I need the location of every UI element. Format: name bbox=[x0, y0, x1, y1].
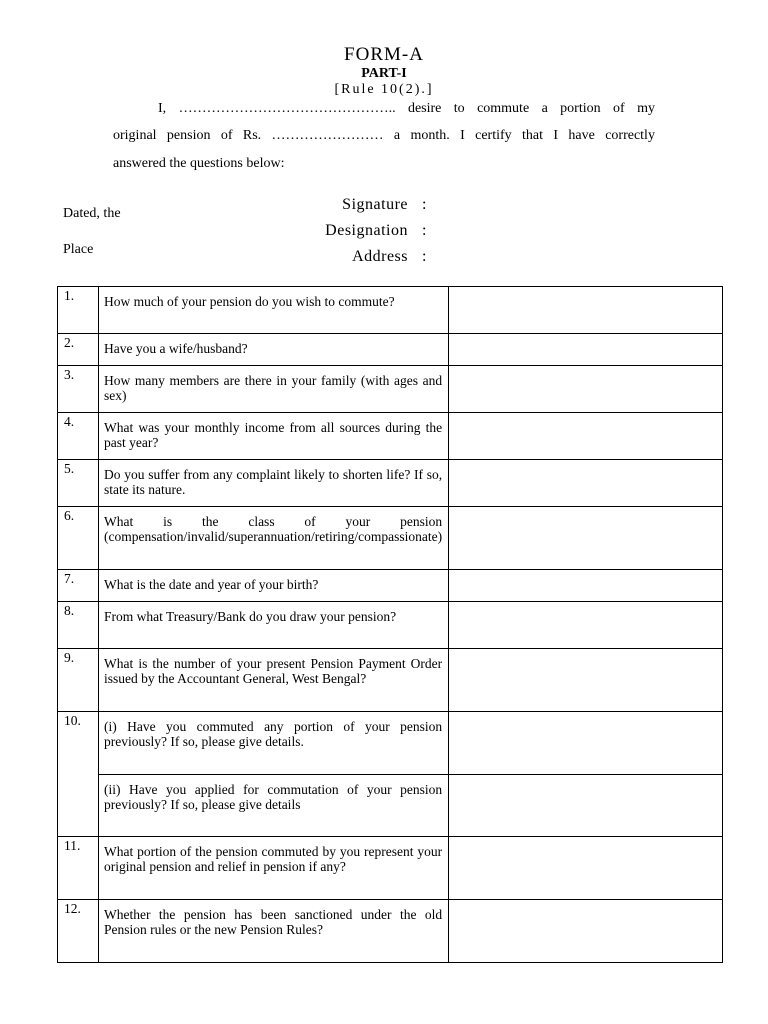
part-heading: PART-I bbox=[361, 66, 407, 81]
address-colon: : bbox=[422, 248, 427, 265]
answer-cell[interactable] bbox=[449, 837, 723, 900]
table-row bbox=[58, 649, 723, 712]
question-number: 12. bbox=[58, 900, 99, 963]
declaration-pronoun: I, bbox=[158, 101, 167, 116]
question-number: 11. bbox=[58, 837, 99, 900]
answer-cell[interactable] bbox=[449, 570, 723, 602]
table-row bbox=[58, 900, 723, 963]
question-text: What is the number of your present Pension Payment Order issued by the Accountant General, West Bengal? bbox=[99, 649, 449, 712]
table-row bbox=[58, 460, 723, 507]
answer-cell[interactable] bbox=[449, 712, 723, 775]
question-text: From what Treasury/Bank do you draw your pension? bbox=[99, 602, 449, 649]
question-text: What is the class of your pension (compensation/invalid/superannuation/retiring/compassionate) bbox=[99, 507, 449, 570]
place-label: Place bbox=[63, 242, 94, 257]
question-text: What portion of the pension commuted by you represent your original pension and relief in pension if any? bbox=[99, 837, 449, 900]
answer-cell[interactable] bbox=[449, 775, 723, 837]
question-text: What is the date and year of your birth? bbox=[99, 570, 449, 602]
table-row bbox=[58, 287, 723, 334]
question-number: 5. bbox=[58, 460, 99, 507]
table-row bbox=[58, 366, 723, 413]
declaration-line-1: I, ……………………………………….. desire to commute a portion of my bbox=[158, 101, 655, 116]
answer-cell[interactable] bbox=[449, 460, 723, 507]
table-row bbox=[58, 775, 723, 837]
table-row bbox=[58, 602, 723, 649]
answer-cell[interactable] bbox=[449, 287, 723, 334]
question-number: 1. bbox=[58, 287, 99, 334]
question-text: (i) Have you commuted any portion of your pension previously? If so, please give details. bbox=[99, 712, 449, 775]
question-number: 3. bbox=[58, 366, 99, 413]
table-row bbox=[58, 413, 723, 460]
table-row bbox=[58, 507, 723, 570]
answer-cell[interactable] bbox=[449, 413, 723, 460]
question-text: (ii) Have you applied for commutation of your pension previously? If so, please give details bbox=[99, 775, 449, 837]
question-text: How much of your pension do you wish to commute? bbox=[99, 287, 449, 334]
question-number: 4. bbox=[58, 413, 99, 460]
form-title: FORM-A bbox=[344, 44, 424, 65]
answer-cell[interactable] bbox=[449, 366, 723, 413]
designation-colon: : bbox=[422, 222, 427, 239]
declaration-line-3: answered the questions below: bbox=[113, 156, 285, 171]
question-text: How many members are there in your family (with ages and sex) bbox=[99, 366, 449, 413]
question-text: Have you a wife/husband? bbox=[99, 334, 449, 366]
answer-cell[interactable] bbox=[449, 334, 723, 366]
rule-reference: [Rule 10(2).] bbox=[334, 82, 434, 97]
question-text: Do you suffer from any complaint likely to shorten life? If so, state its nature. bbox=[99, 460, 449, 507]
answer-cell[interactable] bbox=[449, 900, 723, 963]
question-number: 9. bbox=[58, 649, 99, 712]
question-number: 10. bbox=[58, 712, 99, 837]
question-number: 6. bbox=[58, 507, 99, 570]
table-row bbox=[58, 712, 723, 775]
question-number: 7. bbox=[58, 570, 99, 602]
name-blank[interactable]: ……………………………………….. bbox=[178, 101, 396, 116]
questions-table bbox=[57, 286, 723, 963]
answer-cell[interactable] bbox=[449, 649, 723, 712]
question-number: 8. bbox=[58, 602, 99, 649]
answer-cell[interactable] bbox=[449, 602, 723, 649]
table-row bbox=[58, 570, 723, 602]
designation-label: Designation bbox=[325, 222, 408, 239]
question-text: What was your monthly income from all sources during the past year? bbox=[99, 413, 449, 460]
amount-blank[interactable]: …………………… bbox=[271, 128, 384, 143]
signature-colon: : bbox=[422, 196, 427, 213]
table-row bbox=[58, 837, 723, 900]
answer-cell[interactable] bbox=[449, 507, 723, 570]
signature-label: Signature bbox=[342, 196, 408, 213]
question-number: 2. bbox=[58, 334, 99, 366]
declaration-line-2: original pension of Rs. …………………… a month. I certify that I have correctly bbox=[113, 128, 655, 143]
question-text: Whether the pension has been sanctioned under the old Pension rules or the new Pension Rules? bbox=[99, 900, 449, 963]
table-row bbox=[58, 334, 723, 366]
address-label: Address bbox=[352, 248, 408, 265]
dated-label: Dated, the bbox=[63, 206, 121, 221]
